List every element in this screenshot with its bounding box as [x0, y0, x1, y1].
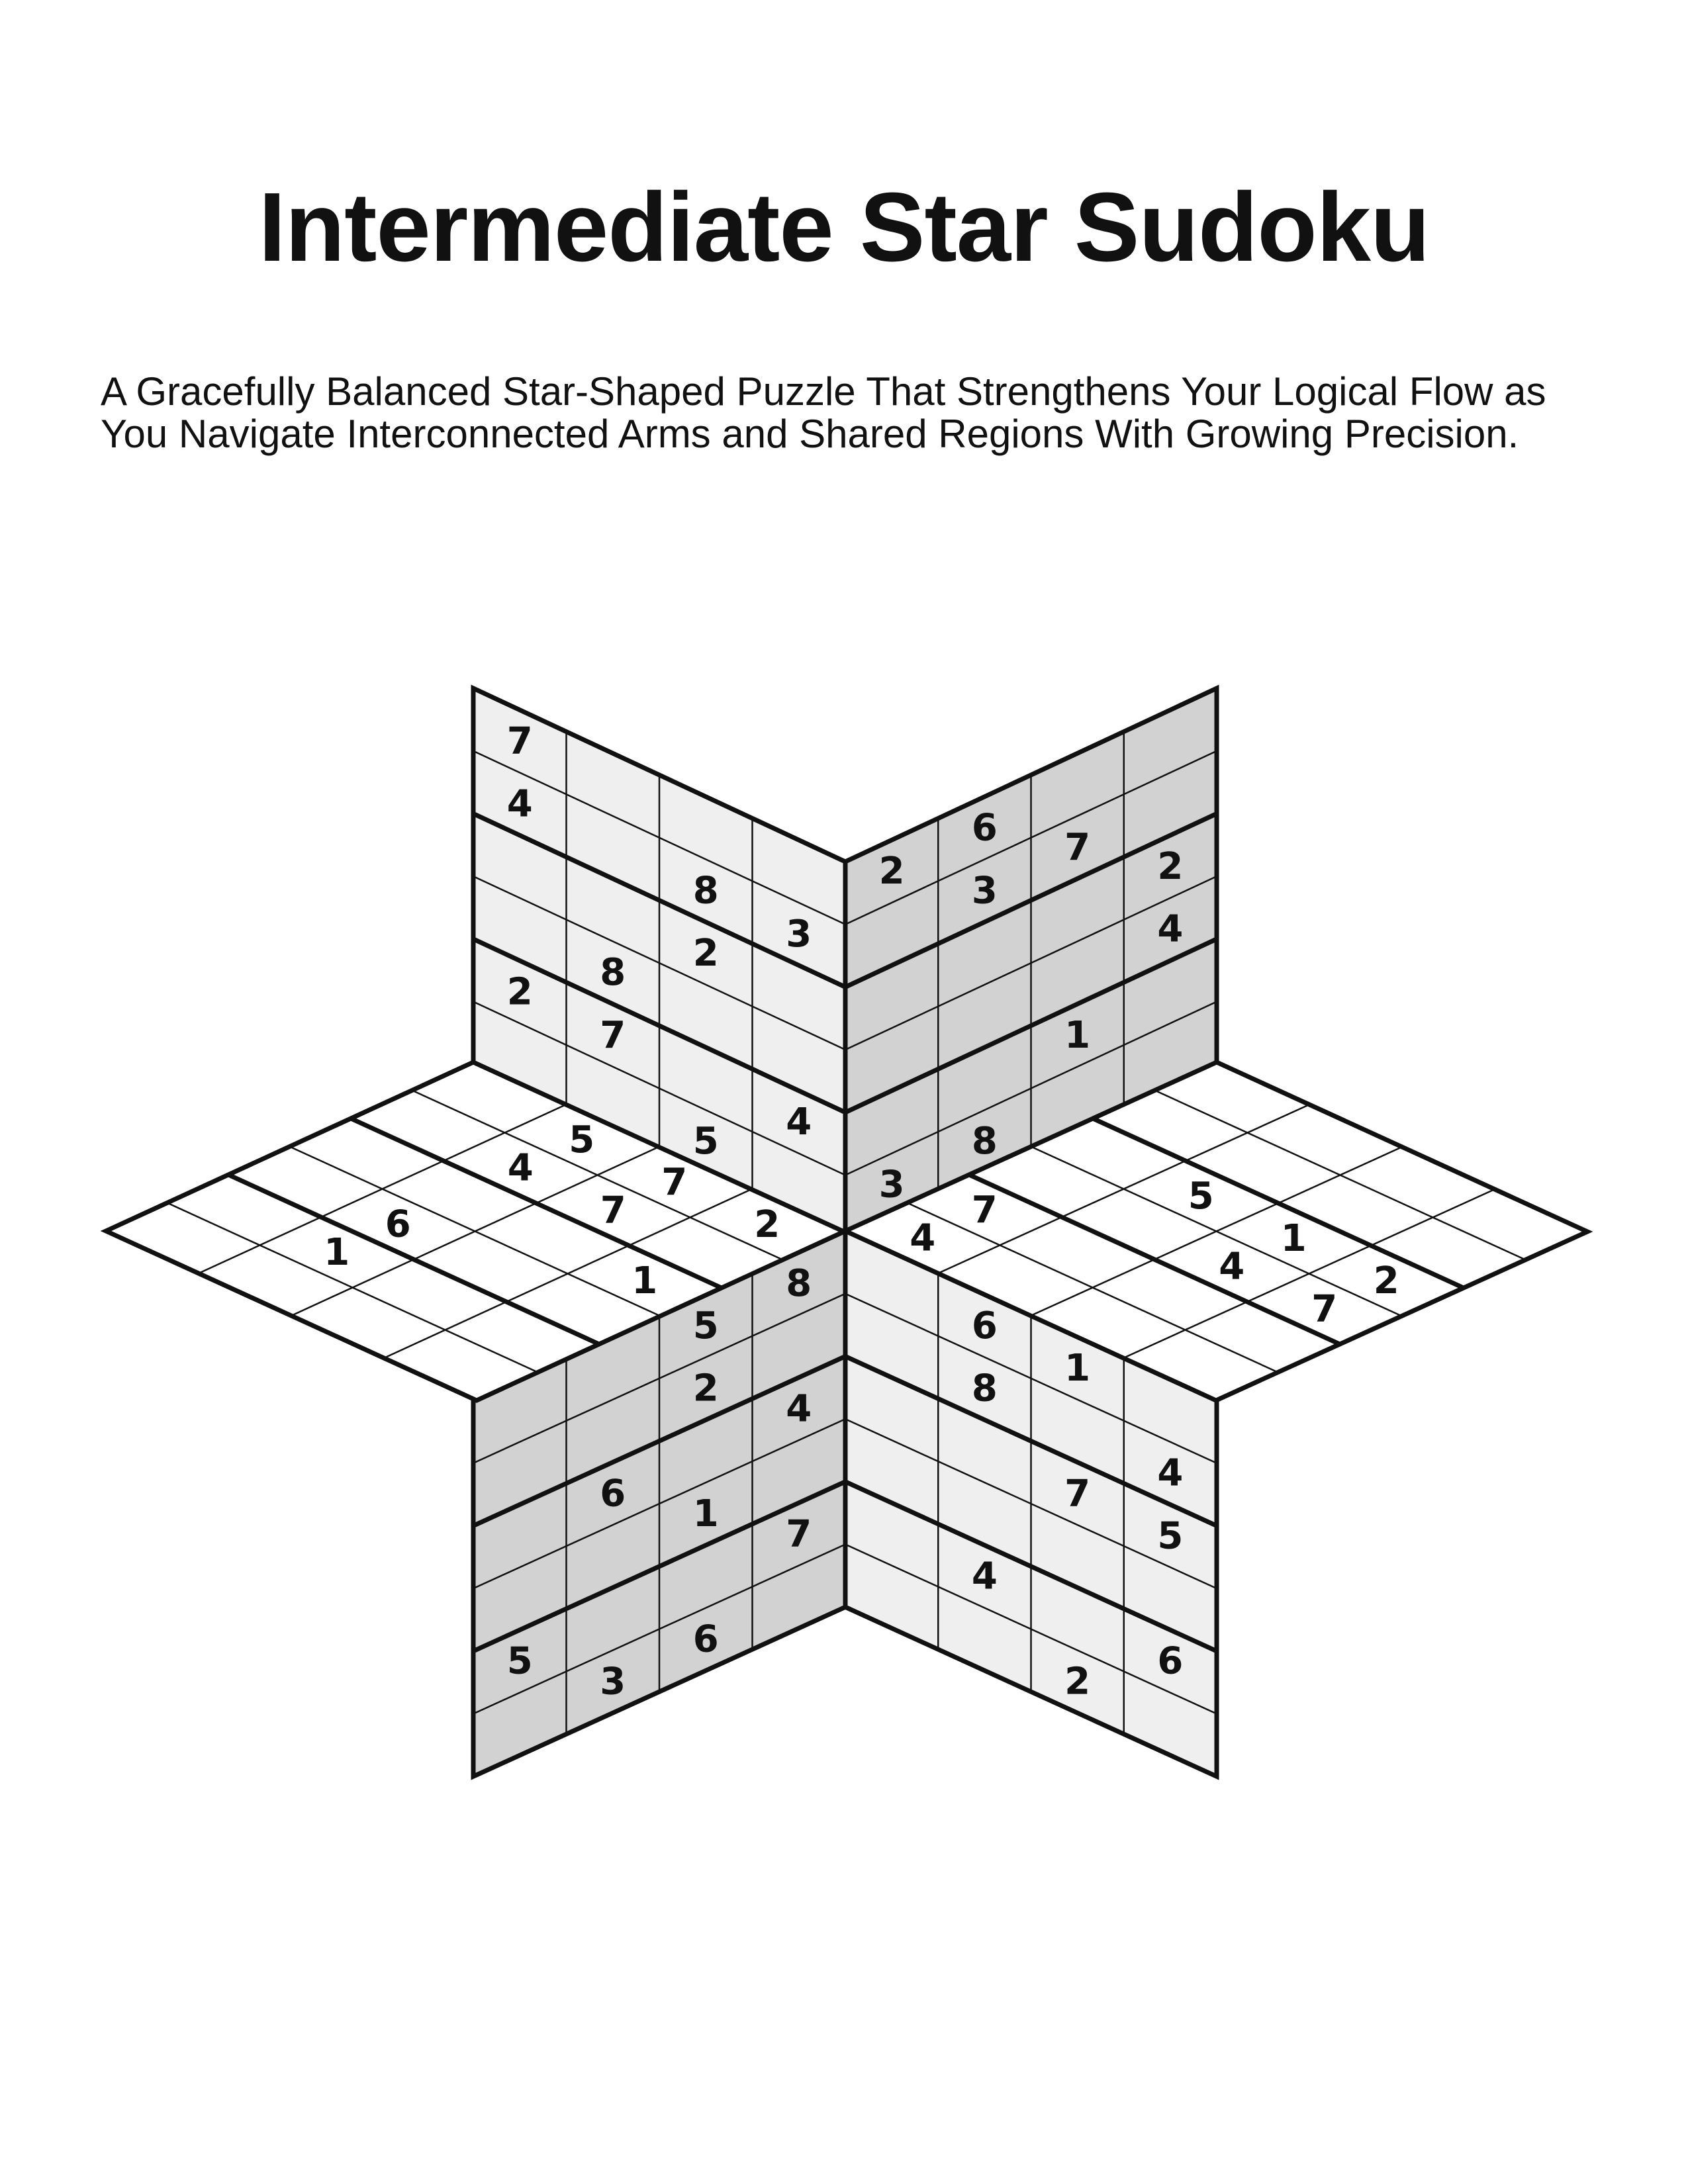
page-title: Intermediate Star Sudoku: [258, 173, 1430, 282]
given-digit: 1: [692, 1492, 719, 1535]
given-digit: 7: [786, 1512, 812, 1556]
given-digit: 7: [600, 1189, 626, 1232]
given-digit: 3: [878, 1163, 905, 1206]
given-digit: 7: [971, 1188, 998, 1232]
given-digit: 2: [878, 850, 905, 893]
given-digit: 6: [971, 806, 998, 850]
page-subtitle: A Gracefully Balanced Star-Shaped Puzzle That Strengthens Your Logical Flow as You Navigate Interconnected Arms and Shared Regions With Growing Precision.: [101, 369, 1546, 456]
given-digit: 6: [1157, 1639, 1184, 1683]
given-digit: 1: [632, 1259, 658, 1302]
given-digit: 8: [971, 1367, 998, 1410]
given-digit: 4: [910, 1216, 936, 1260]
given-digit: 8: [971, 1120, 998, 1163]
given-digit: 8: [786, 1261, 812, 1305]
given-digit: 1: [324, 1230, 350, 1274]
given-digit: 3: [600, 1660, 626, 1704]
given-digit: 7: [1064, 825, 1091, 869]
given-digit: 6: [385, 1203, 411, 1246]
given-digit: 4: [1219, 1245, 1245, 1289]
given-digit: 5: [692, 1304, 719, 1347]
given-digit: 3: [971, 869, 998, 913]
given-digit: 2: [1373, 1259, 1399, 1302]
given-digit: 5: [1188, 1174, 1214, 1218]
given-digit: 7: [661, 1160, 688, 1204]
given-digit: 8: [600, 951, 626, 995]
given-digit: 1: [1064, 1346, 1091, 1390]
given-digit: 7: [1064, 1472, 1091, 1516]
given-digit: 2: [754, 1203, 780, 1246]
given-digit: 2: [692, 932, 719, 975]
given-digit: 7: [1311, 1287, 1338, 1331]
given-digit: 4: [507, 1146, 534, 1190]
given-digit: 5: [506, 1639, 533, 1683]
given-digit: 1: [1280, 1216, 1307, 1260]
given-digit: 2: [692, 1367, 719, 1410]
given-digit: 2: [1064, 1660, 1091, 1704]
given-digit: 2: [506, 970, 533, 1014]
given-digit: 5: [1157, 1514, 1184, 1558]
given-digit: 6: [692, 1617, 719, 1661]
given-digit: 6: [971, 1304, 998, 1347]
given-digit: 4: [506, 782, 533, 826]
given-digit: 5: [569, 1118, 595, 1161]
given-digit: 8: [692, 869, 719, 913]
given-digit: 7: [506, 719, 533, 763]
given-digit: 5: [692, 1120, 719, 1163]
given-digit: 7: [600, 1013, 626, 1057]
given-digit: 3: [786, 912, 812, 956]
given-digit: 4: [786, 1387, 812, 1431]
given-digit: 4: [1157, 1451, 1184, 1495]
given-digit: 4: [971, 1555, 998, 1598]
given-digit: 4: [786, 1100, 812, 1144]
given-digit: 6: [600, 1472, 626, 1516]
given-digit: 4: [1157, 907, 1184, 951]
puzzle-faces: [106, 688, 1587, 1776]
given-digit: 2: [1157, 845, 1184, 888]
given-digit: 1: [1064, 1013, 1091, 1057]
